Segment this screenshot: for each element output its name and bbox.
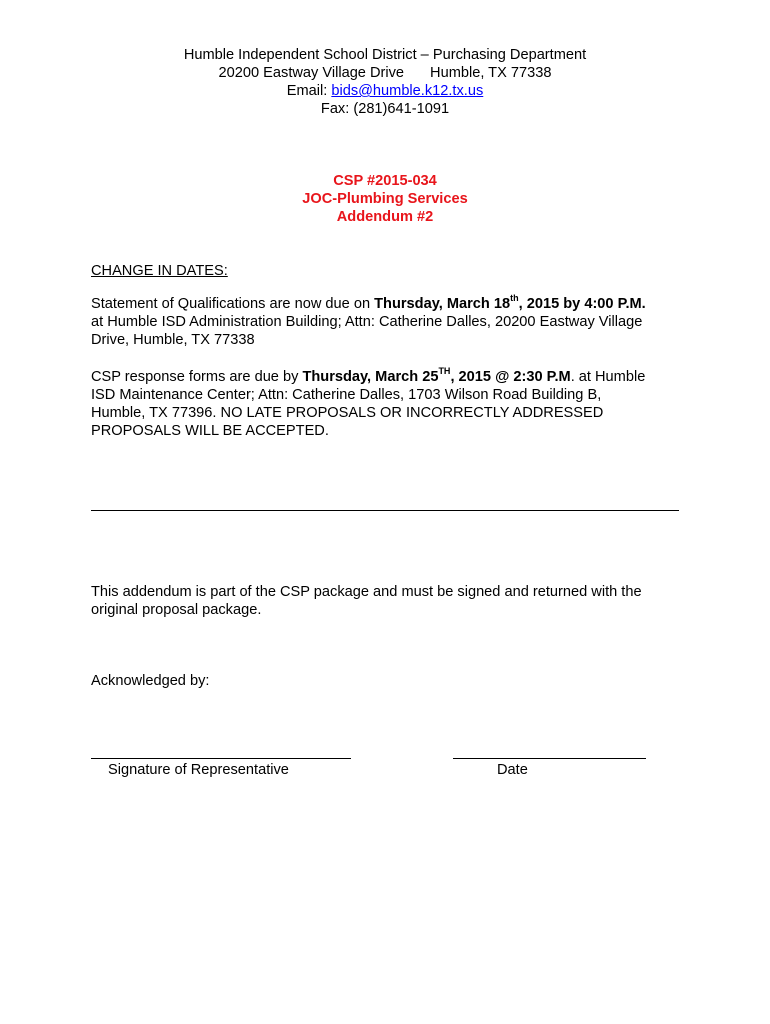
response-date-suffix: TH [438,366,451,377]
response-line-2: ISD Maintenance Center; Attn: Catherine Dalles, 1703 Wilson Road Building B, [91,387,602,403]
date-label: Date [497,762,528,778]
qualifications-date-text: Thursday, March 18 [374,296,511,312]
address-line [0,64,770,82]
response-prefix: CSP response forms are due by [91,369,303,385]
addendum-notice [91,583,691,619]
notice-line-2: original proposal package. [91,602,262,618]
response-line-1 [91,368,691,386]
response-suffix: . at Humble [570,369,646,385]
email-link[interactable]: bids@humble.k12.tx.us [331,83,484,99]
signature-line[interactable] [91,758,351,759]
notice-line-1: This addendum is part of the CSP package and must be signed and returned with the [91,584,642,600]
qualifications-date-rest: , 2015 by 4:00 P.M. [518,296,646,312]
qualifications-prefix: Statement of Qualifications are now due on [91,296,375,312]
qualifications-line-1 [91,295,691,313]
response-date-rest: , 2015 @ 2:30 P.M [450,369,571,385]
qualifications-line-3: Drive, Humble, TX 77338 [91,332,255,348]
horizontal-divider [91,510,679,511]
response-line-4: PROPOSALS WILL BE ACCEPTED. [91,423,329,439]
qualifications-line-2: at Humble ISD Administration Building; Attn: Catherine Dalles, 20200 Eastway Village [91,314,643,330]
response-line-3: Humble, TX 77396. NO LATE PROPOSALS OR INCORRECTLY ADDRESSED [91,405,604,421]
response-date-text: Thursday, March 25 [302,369,439,385]
service-name: JOC-Plumbing Services [302,191,468,207]
city-state-zip: Humble, TX 77338 [430,65,552,81]
addendum-number: Addendum #2 [336,209,434,225]
date-line[interactable] [453,758,646,759]
fax-line: Fax: (281)641-1091 [320,101,450,117]
letterhead [0,46,770,118]
document-title [0,172,770,226]
email-line [0,82,770,100]
qualifications-paragraph [91,295,691,349]
change-in-dates-heading: CHANGE IN DATES: [91,263,228,279]
qualifications-due-date [374,293,646,312]
qualifications-date-suffix: th [510,293,519,304]
acknowledged-by-label: Acknowledged by: [91,673,210,689]
csp-number: CSP #2015-034 [333,173,437,189]
street-address: 20200 Eastway Village Drive [218,65,405,81]
response-due-date [302,366,571,385]
email-label: Email: [286,83,328,99]
district-department: Humble Independent School District – Purchasing Department [183,47,587,63]
response-forms-paragraph [91,368,691,440]
signature-label: Signature of Representative [108,762,289,778]
